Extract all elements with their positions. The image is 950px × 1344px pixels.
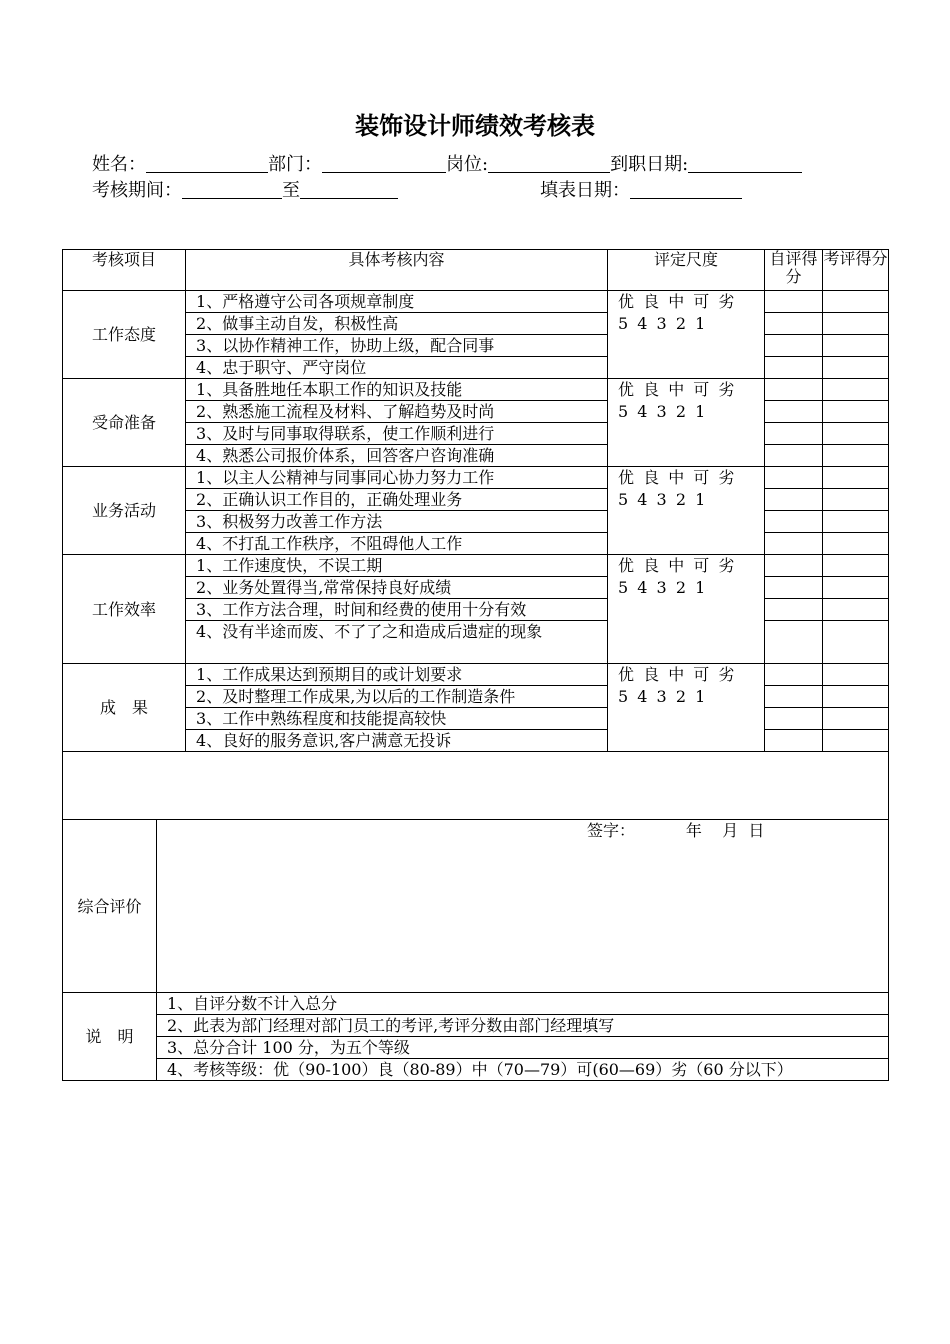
scale-grades: 优 良 中 可 劣 bbox=[618, 292, 737, 311]
table-row bbox=[63, 445, 889, 467]
self-score-cell[interactable] bbox=[765, 291, 823, 313]
header-scale: 评定尺度 bbox=[608, 250, 765, 291]
table-row bbox=[63, 511, 889, 533]
rating-scale bbox=[608, 291, 765, 379]
criterion: 4、没有半途而废、不了了之和造成后遗症的现象 bbox=[186, 621, 608, 664]
blank-row bbox=[63, 752, 889, 820]
criterion: 4、不打乱工作秩序，不阻碍他人工作 bbox=[186, 533, 608, 555]
note-item: 3、总分合计 100 分，为五个等级 bbox=[157, 1037, 889, 1059]
scale-points: 5 4 3 2 1 bbox=[618, 314, 708, 333]
evaluation-row bbox=[63, 820, 889, 993]
self-score-cell[interactable] bbox=[765, 489, 823, 511]
evaluation-label: 综合评价 bbox=[63, 820, 157, 993]
rating-scale bbox=[608, 379, 765, 467]
self-score-cell[interactable] bbox=[765, 423, 823, 445]
category-label: 受命准备 bbox=[63, 379, 186, 467]
review-score-cell[interactable] bbox=[823, 533, 889, 555]
scale-points: 5 4 3 2 1 bbox=[618, 578, 708, 597]
table-row bbox=[63, 708, 889, 730]
criterion: 1、工作速度快，不误工期 bbox=[186, 555, 608, 577]
scale-grades: 优 良 中 可 劣 bbox=[618, 556, 737, 575]
header-self-score: 自评得分 bbox=[765, 250, 823, 291]
self-score-cell[interactable] bbox=[765, 313, 823, 335]
review-score-cell[interactable] bbox=[823, 401, 889, 423]
category-label: 工作态度 bbox=[63, 291, 186, 379]
table-row bbox=[63, 577, 889, 599]
dept-field[interactable] bbox=[322, 154, 446, 173]
table-row bbox=[63, 291, 889, 313]
table-row bbox=[63, 730, 889, 752]
criterion: 1、严格遵守公司各项规章制度 bbox=[186, 291, 608, 313]
notes-label: 说 明 bbox=[63, 993, 157, 1081]
fill-date-label: 填表日期： bbox=[540, 180, 630, 201]
criterion: 1、工作成果达到预期目的或计划要求 bbox=[186, 664, 608, 686]
self-score-cell[interactable] bbox=[765, 599, 823, 621]
self-score-cell[interactable] bbox=[765, 401, 823, 423]
self-score-cell[interactable] bbox=[765, 357, 823, 379]
review-score-cell[interactable] bbox=[823, 599, 889, 621]
review-score-cell[interactable] bbox=[823, 423, 889, 445]
table-row bbox=[63, 599, 889, 621]
scale-points: 5 4 3 2 1 bbox=[618, 687, 708, 706]
review-score-cell[interactable] bbox=[823, 664, 889, 686]
criterion: 2、做事主动自发，积极性高 bbox=[186, 313, 608, 335]
criterion: 3、及时与同事取得联系，使工作顺利进行 bbox=[186, 423, 608, 445]
header-content: 具体考核内容 bbox=[186, 250, 608, 291]
notes-row bbox=[63, 993, 889, 1015]
assessment-table bbox=[62, 249, 889, 1081]
note-item: 1、自评分数不计入总分 bbox=[157, 993, 889, 1015]
self-score-cell[interactable] bbox=[765, 511, 823, 533]
name-label: 姓名： bbox=[92, 154, 146, 175]
self-score-cell[interactable] bbox=[765, 686, 823, 708]
scale-points: 5 4 3 2 1 bbox=[618, 490, 708, 509]
criterion: 1、以主人公精神与同事同心协力努力工作 bbox=[186, 467, 608, 489]
header-item: 考核项目 bbox=[63, 250, 186, 291]
review-score-cell[interactable] bbox=[823, 357, 889, 379]
criterion: 4、熟悉公司报价体系，回答客户咨询准确 bbox=[186, 445, 608, 467]
review-score-cell[interactable] bbox=[823, 577, 889, 599]
table-row bbox=[63, 489, 889, 511]
header-row-1 bbox=[92, 150, 802, 176]
blank-cell[interactable] bbox=[63, 752, 889, 820]
fill-date-field[interactable] bbox=[630, 180, 742, 199]
table-row bbox=[63, 686, 889, 708]
criterion: 1、具备胜地任本职工作的知识及技能 bbox=[186, 379, 608, 401]
self-score-cell[interactable] bbox=[765, 664, 823, 686]
self-score-cell[interactable] bbox=[765, 621, 823, 664]
review-score-cell[interactable] bbox=[823, 730, 889, 752]
signature-line: 签字： 年 月 日 bbox=[587, 821, 765, 840]
review-score-cell[interactable] bbox=[823, 291, 889, 313]
table-row bbox=[63, 533, 889, 555]
self-score-cell[interactable] bbox=[765, 708, 823, 730]
to-label: 至 bbox=[282, 180, 300, 201]
table-row bbox=[63, 664, 889, 686]
rating-scale bbox=[608, 664, 765, 752]
self-score-cell[interactable] bbox=[765, 730, 823, 752]
notes-row bbox=[63, 1015, 889, 1037]
criterion: 2、及时整理工作成果,为以后的工作制造条件 bbox=[186, 686, 608, 708]
review-score-cell[interactable] bbox=[823, 445, 889, 467]
review-score-cell[interactable] bbox=[823, 511, 889, 533]
table-row bbox=[63, 357, 889, 379]
table-row bbox=[63, 313, 889, 335]
period-start-field[interactable] bbox=[182, 180, 282, 199]
category-label: 成 果 bbox=[63, 664, 186, 752]
table-row bbox=[63, 423, 889, 445]
criterion: 4、良好的服务意识,客户满意无投诉 bbox=[186, 730, 608, 752]
notes-row bbox=[63, 1059, 889, 1081]
self-score-cell[interactable] bbox=[765, 445, 823, 467]
join-date-label: 到职日期: bbox=[610, 154, 689, 175]
self-score-cell[interactable] bbox=[765, 335, 823, 357]
criterion: 3、积极努力改善工作方法 bbox=[186, 511, 608, 533]
scale-grades: 优 良 中 可 劣 bbox=[618, 468, 737, 487]
table-header-row bbox=[63, 250, 889, 291]
criterion: 3、以协作精神工作，协助上级，配合同事 bbox=[186, 335, 608, 357]
review-score-cell[interactable] bbox=[823, 555, 889, 577]
notes-row bbox=[63, 1037, 889, 1059]
self-score-cell[interactable] bbox=[765, 467, 823, 489]
period-label: 考核期间： bbox=[92, 180, 182, 201]
header-review-score: 考评得分 bbox=[823, 250, 889, 291]
page-title: 装饰设计师绩效考核表 bbox=[355, 112, 595, 140]
evaluation-field[interactable] bbox=[157, 820, 889, 993]
rating-scale bbox=[608, 555, 765, 664]
self-score-cell[interactable] bbox=[765, 533, 823, 555]
table-row bbox=[63, 379, 889, 401]
review-score-cell[interactable] bbox=[823, 686, 889, 708]
criterion: 4、忠于职守、严守岗位 bbox=[186, 357, 608, 379]
header-row-2 bbox=[92, 176, 398, 202]
scale-points: 5 4 3 2 1 bbox=[618, 402, 708, 421]
review-score-cell[interactable] bbox=[823, 708, 889, 730]
table-row bbox=[63, 335, 889, 357]
table-row bbox=[63, 621, 889, 664]
note-item: 2、此表为部门经理对部门员工的考评,考评分数由部门经理填写 bbox=[157, 1015, 889, 1037]
table-row bbox=[63, 401, 889, 423]
review-score-cell[interactable] bbox=[823, 621, 889, 664]
self-score-cell[interactable] bbox=[765, 577, 823, 599]
rating-scale bbox=[608, 467, 765, 555]
review-score-cell[interactable] bbox=[823, 489, 889, 511]
review-score-cell[interactable] bbox=[823, 313, 889, 335]
review-score-cell[interactable] bbox=[823, 335, 889, 357]
review-score-cell[interactable] bbox=[823, 379, 889, 401]
dept-label: 部门： bbox=[268, 154, 322, 175]
name-field[interactable] bbox=[146, 154, 268, 173]
criterion: 3、工作方法合理，时间和经费的使用十分有效 bbox=[186, 599, 608, 621]
period-end-field[interactable] bbox=[300, 180, 398, 199]
review-score-cell[interactable] bbox=[823, 467, 889, 489]
criterion: 2、业务处置得当,常常保持良好成绩 bbox=[186, 577, 608, 599]
position-label: 岗位: bbox=[446, 154, 489, 175]
fill-date-group bbox=[540, 176, 742, 202]
self-score-cell[interactable] bbox=[765, 379, 823, 401]
note-item: 4、考核等级：优（90-100）良（80-89）中（70—79）可(60—69）劣（60 分以下） bbox=[157, 1059, 889, 1081]
criterion: 2、正确认识工作目的，正确处理业务 bbox=[186, 489, 608, 511]
table-row bbox=[63, 555, 889, 577]
join-date-field[interactable] bbox=[688, 154, 802, 173]
criterion: 2、熟悉施工流程及材料、了解趋势及时尚 bbox=[186, 401, 608, 423]
position-field[interactable] bbox=[488, 154, 610, 173]
table-row bbox=[63, 467, 889, 489]
category-label: 工作效率 bbox=[63, 555, 186, 664]
category-label: 业务活动 bbox=[63, 467, 186, 555]
self-score-cell[interactable] bbox=[765, 555, 823, 577]
criterion: 3、工作中熟练程度和技能提高较快 bbox=[186, 708, 608, 730]
scale-grades: 优 良 中 可 劣 bbox=[618, 380, 737, 399]
scale-grades: 优 良 中 可 劣 bbox=[618, 665, 737, 684]
